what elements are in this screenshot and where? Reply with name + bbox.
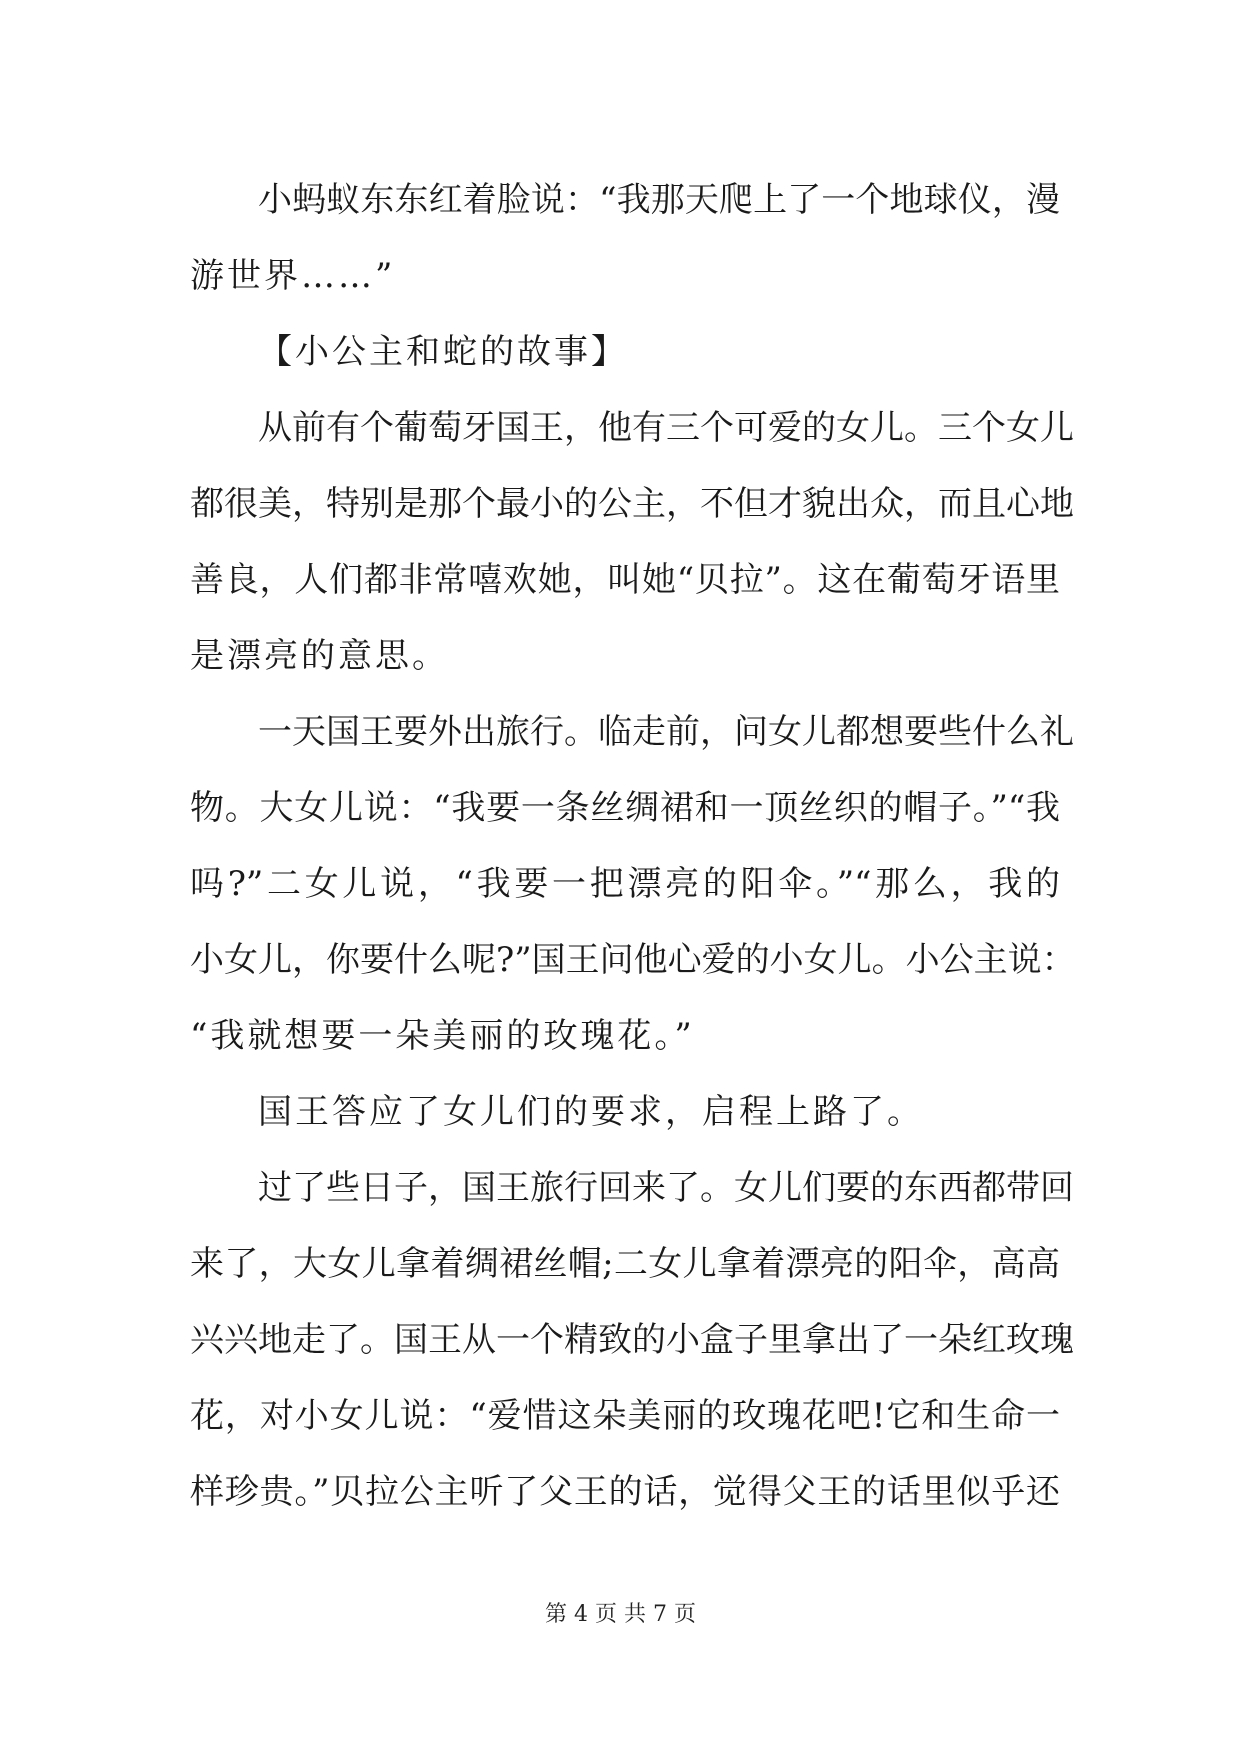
text-line: 小女儿，你要什么呢?”国王问他心爱的小女儿。小公主说： bbox=[190, 940, 1076, 980]
body-text bbox=[190, 162, 1076, 1530]
text-line: 吗?”二女儿说，“我要一把漂亮的阳伞。”“那么，我的 bbox=[190, 864, 1060, 904]
text-line: 小蚂蚁东东红着脸说：“我那天爬上了一个地球仪，漫 bbox=[258, 180, 1060, 220]
text-line: 国王答应了女儿们的要求，启程上路了。 bbox=[258, 1092, 924, 1132]
text-line: “我就想要一朵美丽的玫瑰花。” bbox=[190, 1016, 695, 1056]
text-line: 过了些日子，国王旅行回来了。女儿们要的东西都带回 bbox=[258, 1168, 1074, 1208]
text-line: 物。大女儿说：“我要一条丝绸裙和一顶丝织的帽子。”“我 bbox=[190, 788, 1060, 828]
text-line: 善良，人们都非常嘻欢她，叫她“贝拉”。这在葡萄牙语里 bbox=[190, 560, 1060, 600]
section-heading: 【小公主和蛇的故事】 bbox=[258, 332, 628, 372]
text-line: 从前有个葡萄牙国王，他有三个可爱的女儿。三个女儿 bbox=[258, 408, 1074, 448]
text-line: 是漂亮的意思。 bbox=[190, 636, 449, 676]
text-line: 样珍贵。”贝拉公主听了父王的话，觉得父王的话里似乎还 bbox=[190, 1472, 1060, 1512]
text-line: 游世界……” bbox=[190, 256, 396, 296]
text-line: 兴兴地走了。国王从一个精致的小盒子里拿出了一朵红玫瑰 bbox=[190, 1320, 1074, 1360]
text-line: 来了，大女儿拿着绸裙丝帽;二女儿拿着漂亮的阳伞，高高 bbox=[190, 1244, 1060, 1284]
page-number: 第 4 页 共 7 页 bbox=[545, 1602, 696, 1627]
text-line: 一天国王要外出旅行。临走前，问女儿都想要些什么礼 bbox=[258, 712, 1074, 752]
text-line: 都很美，特别是那个最小的公主，不但才貌出众，而且心地 bbox=[190, 484, 1074, 524]
text-line: 花，对小女儿说：“爱惜这朵美丽的玫瑰花吧!它和生命一 bbox=[190, 1396, 1060, 1436]
